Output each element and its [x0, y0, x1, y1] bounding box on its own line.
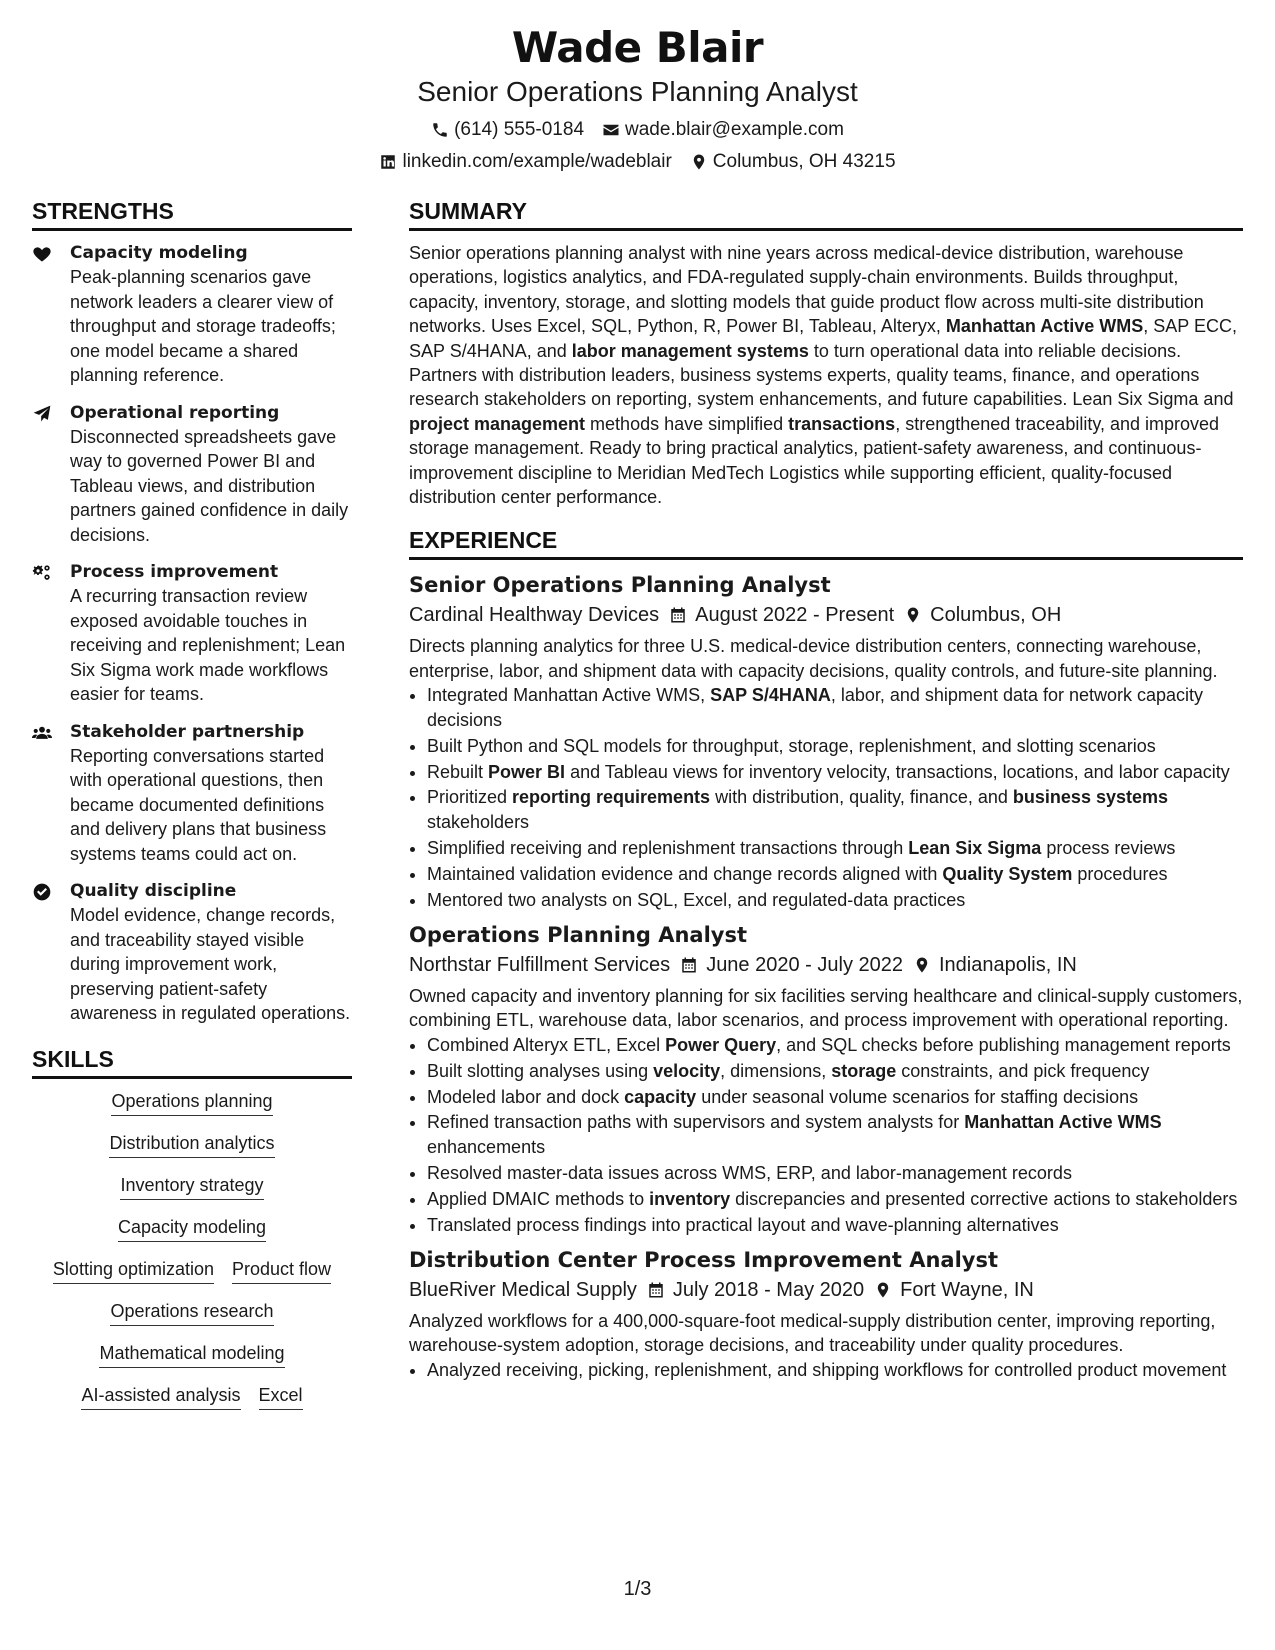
job-description: Directs planning analytics for three U.S. medical-device distribution centers, connecting warehouse, enterprise, labor, and shipment data with capacity decisions, quality controls, and future-site planning.: [409, 636, 1218, 681]
job-company: Northstar Fulfillment Services: [409, 953, 671, 976]
contact-row-2: [0, 150, 1275, 174]
email-text: wade.blair@example.com: [625, 119, 844, 140]
calendar-icon: [680, 956, 698, 974]
job-bullet: • Simplified receiving and replenishment transactions through Lean Six Sigma process reviews: [427, 836, 1243, 860]
skill-tag: Excel: [259, 1383, 303, 1410]
job-bullets: [409, 1358, 1243, 1382]
job-bullet: • Integrated Manhattan Active WMS, SAP S/4HANA, labor, and shipment data for network capacity decisions: [427, 683, 1243, 732]
job-bullet: • Mentored two analysts on SQL, Excel, and regulated-data practices: [427, 888, 1243, 912]
job-bullet: • Resolved master-data issues across WMS, ERP, and labor-management records: [427, 1161, 1243, 1185]
strength-title: Stakeholder partnership: [70, 721, 305, 742]
right-column: [409, 196, 1243, 1384]
strength-title: Process improvement: [70, 562, 279, 582]
strength-title: Quality discipline: [70, 881, 237, 901]
linkedin-text: linkedin.com/example/wadeblair: [402, 151, 672, 172]
job-meta: [409, 950, 1243, 980]
job-bullets: [409, 683, 1243, 912]
skill-tag: AI-assisted analysis: [81, 1383, 240, 1410]
linkedin-contact[interactable]: [379, 150, 671, 174]
skill-tag: Inventory strategy: [120, 1173, 263, 1200]
job-entry: [409, 570, 1243, 911]
email-contact[interactable]: [602, 118, 844, 142]
job-dates: July 2018 - May 2020: [672, 1279, 865, 1301]
skills-heading: SKILLS: [32, 1044, 352, 1079]
strength-item: [32, 241, 352, 388]
job-meta: [409, 1275, 1243, 1305]
check-circle-icon: [32, 882, 52, 902]
job-title: Distribution Center Process Improvement Analyst: [409, 1248, 999, 1272]
job-company: Cardinal Healthway Devices: [409, 604, 660, 627]
skill-tag: Operations research: [110, 1299, 273, 1326]
job-meta: [409, 600, 1243, 630]
skill-tag: Operations planning: [111, 1089, 272, 1116]
heart-icon: [32, 244, 52, 264]
job-bullets: [409, 1033, 1243, 1237]
experience-list: [409, 570, 1243, 1382]
strengths-heading: STRENGTHS: [32, 196, 352, 231]
contact-row-1: [0, 118, 1275, 142]
job-title: Senior Operations Planning Analyst: [409, 573, 831, 598]
job-bullet: • Combined Alteryx ETL, Excel Power Query, and SQL checks before publishing management reports: [427, 1033, 1243, 1057]
job-location: Fort Wayne, IN: [900, 1279, 1034, 1301]
candidate-name: Wade Blair: [511, 23, 764, 72]
job-bullet: • Built slotting analyses using velocity, dimensions, storage constraints, and pick frequency: [427, 1059, 1243, 1083]
job-bullet: • Prioritized reporting requirements with distribution, quality, finance, and business systems stakeholders: [427, 785, 1243, 834]
left-column: [32, 196, 352, 1425]
skill-tag: Capacity modeling: [118, 1215, 266, 1242]
job-bullet: • Built Python and SQL models for throughput, storage, replenishment, and slotting scenarios: [427, 734, 1243, 758]
job-title: Operations Planning Analyst: [409, 922, 748, 947]
job-dates: August 2022 - Present: [695, 604, 895, 627]
strength-title: Operational reporting: [70, 402, 280, 423]
strength-text: Model evidence, change records, and traceability stayed visible during improvement work, preserving patient-safety awareness in regulated operations.: [70, 905, 351, 1023]
paper-plane-icon: [32, 404, 52, 424]
map-pin-icon: [913, 956, 931, 974]
job-bullet: • Modeled labor and dock capacity under seasonal volume scenarios for staffing decisions: [427, 1085, 1243, 1109]
strength-item: [32, 720, 352, 867]
job-description: Owned capacity and inventory planning for six facilities serving healthcare and clinical-supply customers, combining ETL, warehouse data, labor scenarios, and process improvement with operational reporting.: [409, 985, 1243, 1031]
strength-title: Capacity modeling: [70, 243, 248, 263]
location-text: Columbus, OH 43215: [712, 151, 896, 172]
map-pin-icon: [690, 153, 708, 171]
calendar-icon: [669, 606, 687, 624]
phone-contact[interactable]: [431, 118, 584, 142]
strength-text: Reporting conversations started with operational questions, then became documented definitions and delivery plans that business systems teams could act on.: [70, 745, 327, 864]
summary-text: Senior operations planning analyst with nine years across medical-device distribution, warehouse operations, logistics analytics, and FDA-regulated supply-chain environments. Builds throughput, capacity, inventory, storage, and slotting models that guide product flow across multi-site distribution networks. Uses Excel, SQL, Python, R, Power BI, Tableau, Alteryx, Manhattan Active WMS, SAP ECC, SAP S/4HANA, and labor management systems to turn operational data into reliable decisions. Partners with distribution leaders, business systems experts, quality teams, finance, and operations research stakeholders on reporting, system enhancements, and future capabilities. Lean Six Sigma and project management methods have simplified transactions, strengthened traceability, and improved storage management. Ready to bring practical analytics, patient-safety awareness, and continuous-improvement discipline to Meridian MedTech Logistics while supporting efficient, quality-focused distribution center performance.: [409, 243, 1237, 508]
resume-header: [0, 22, 1275, 174]
skill-tag: Slotting optimization: [53, 1257, 214, 1284]
envelope-icon: [602, 121, 620, 139]
job-bullet: • Rebuilt Power BI and Tableau views for inventory velocity, transactions, locations, and labor capacity: [427, 760, 1243, 784]
linkedin-icon: [379, 153, 397, 171]
job-bullet: • Translated process findings into practical layout and wave-planning alternatives: [427, 1213, 1243, 1237]
summary-heading: SUMMARY: [409, 196, 1243, 231]
map-pin-icon: [904, 606, 922, 624]
gears-icon: [32, 563, 52, 583]
job-bullet: • Maintained validation evidence and change records aligned with Quality System procedures: [427, 862, 1243, 886]
strength-text: A recurring transaction review exposed avoidable touches in receiving and replenishment; Lean Six Sigma work made workflows easier for teams.: [70, 586, 346, 704]
job-location: Indianapolis, IN: [939, 953, 1077, 976]
job-description: Analyzed workflows for a 400,000-square-foot medical-supply distribution center, improving reporting, warehouse-system adoption, storage decisions, and traceability under quality procedures.: [409, 1311, 1216, 1356]
job-bullet: • Refined transaction paths with supervisors and system analysts for Manhattan Active WMS enhancements: [427, 1110, 1243, 1159]
map-pin-icon: [874, 1281, 892, 1299]
strength-text: Peak-planning scenarios gave network leaders a clearer view of throughput and storage tradeoffs; one model became a shared planning reference.: [70, 267, 336, 385]
job-bullet: • Applied DMAIC methods to inventory discrepancies and presented corrective actions to stakeholders: [427, 1187, 1243, 1211]
job-dates: June 2020 - July 2022: [706, 953, 903, 976]
job-entry: [409, 920, 1243, 1237]
candidate-title: Senior Operations Planning Analyst: [417, 76, 858, 107]
job-bullet: • Analyzed receiving, picking, replenishment, and shipping workflows for controlled product movement: [427, 1358, 1243, 1382]
location-contact: [690, 150, 896, 174]
skill-tag: Distribution analytics: [109, 1131, 274, 1158]
skill-tag: Mathematical modeling: [99, 1341, 284, 1368]
strength-item: [32, 560, 352, 707]
skill-tag: Product flow: [232, 1257, 331, 1284]
users-icon: [32, 723, 52, 743]
strength-item: [32, 401, 352, 548]
page-number: 1/3: [623, 1578, 652, 1600]
strength-item: [32, 879, 352, 1026]
phone-text: (614) 555-0184: [454, 119, 585, 140]
job-company: BlueRiver Medical Supply: [409, 1279, 637, 1301]
calendar-icon: [647, 1281, 665, 1299]
experience-heading: EXPERIENCE: [409, 525, 1243, 560]
skills-list: [32, 1089, 352, 1410]
phone-icon: [431, 121, 449, 139]
job-entry: [409, 1245, 1243, 1382]
strength-text: Disconnected spreadsheets gave way to governed Power BI and Tableau views, and distribution partners gained confidence in daily decisions.: [70, 426, 349, 545]
job-location: Columbus, OH: [930, 604, 1062, 627]
